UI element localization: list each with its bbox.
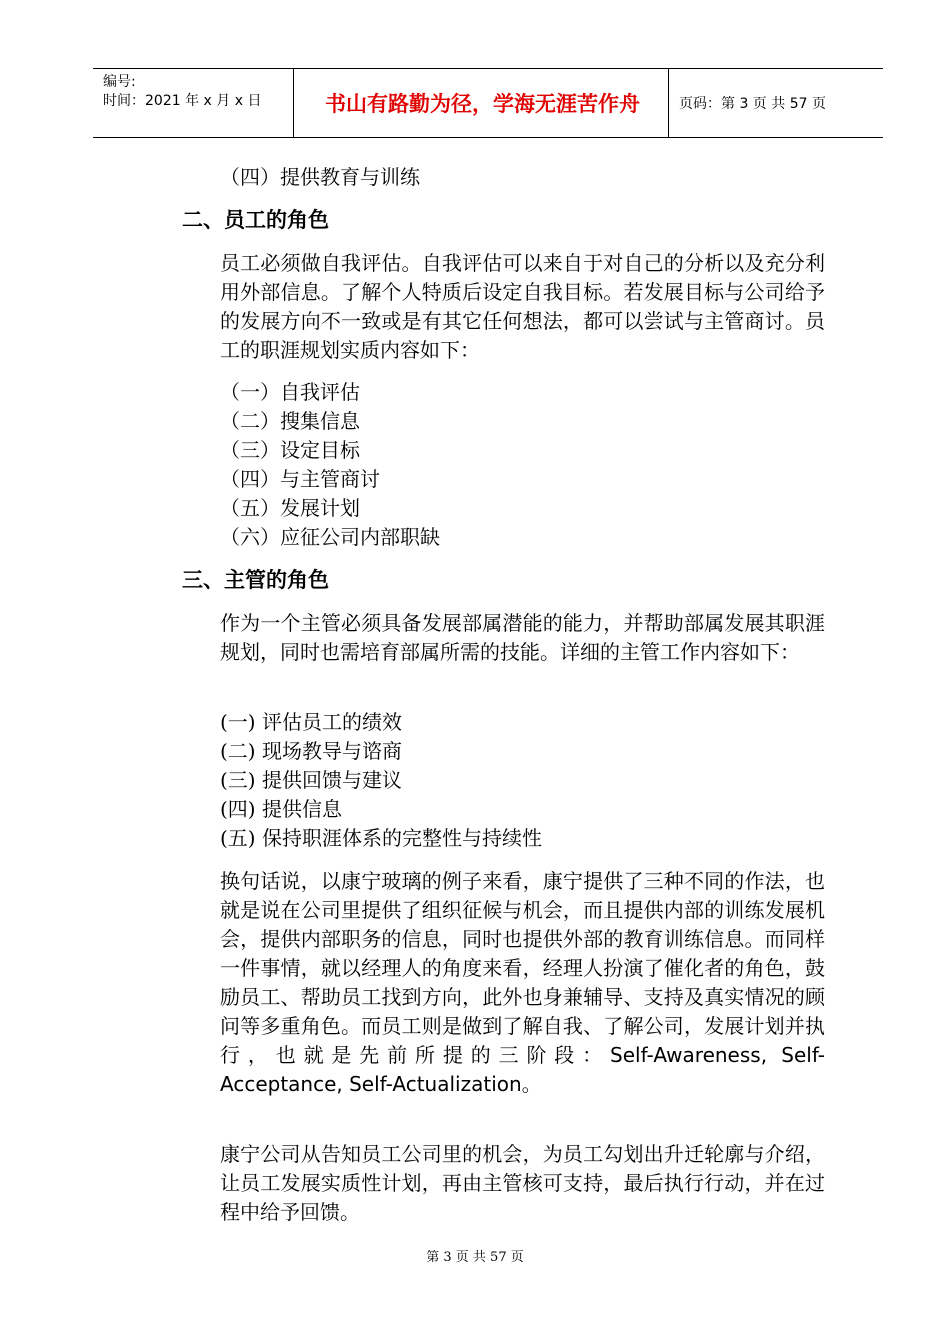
paragraph [220,867,825,1099]
list-item: （四）与主管商讨 [220,467,380,491]
header-meta [103,73,261,111]
paragraph [220,249,825,365]
header-motto: 书山有路勤为径，学海无涯苦作舟 [325,91,640,116]
list-item: (一) 评估员工的绩效 [220,710,402,734]
list-item: （一）自我评估 [220,380,360,404]
list-item: (二) 现场教导与谘商 [220,739,402,763]
document-number-label: 编号: [103,74,136,90]
paragraph-text [220,867,825,1099]
list-item: （五）发展计划 [220,496,360,520]
paragraph-text: 员工必须做自我评估。自我评估可以来自于对自己的分析以及充分利用外部信息。了解个人特质后设定自我目标。若发展目标与公司给予的发展方向不一致或是有其它任何想法，都可以尝试与主管商讨。员工的职涯规划实质内容如下： [220,251,825,362]
section-heading: 二、员工的角色 [182,208,329,232]
paragraph [220,1140,825,1227]
page-footer: 第 3 页 共 57 页 [426,1250,524,1265]
list-item: （四）提供教育与训练 [220,165,420,189]
document-time: 时间：2021 年 x 月 x 日 [103,93,262,109]
header-page-info: 页码：第 3 页 共 57 页 [679,96,826,112]
list-item: （六）应征公司内部职缺 [220,525,440,549]
paragraph-text-main: 换句话说，以康宁玻璃的例子来看，康宁提供了三种不同的作法，也就是说在公司里提供了组织征候与机会，而且提供内部的训练发展机会，提供内部职务的信息，同时也提供外部的教育训练信息。而同样一件事情，就以经理人的角度来看，经理人扮演了催化者的角色，鼓励员工、帮助员工找到方向，此外也身兼辅导、支持及真实情况的顾问等多重角色。而员工则是做到了解自我、了解公司，发展计划并执行，也就是先前所提的三阶段： [220,869,825,1067]
section-heading: 三、主管的角色 [182,568,329,592]
paragraph [220,609,825,667]
list-item: (四) 提供信息 [220,797,342,821]
list-item: （三）设定目标 [220,438,360,462]
list-item: (三) 提供回馈与建议 [220,768,402,792]
list-item: (五) 保持职涯体系的完整性与持续性 [220,826,542,850]
paragraph-text: 作为一个主管必须具备发展部属潜能的能力，并帮助部属发展其职涯规划，同时也需培育部属所需的技能。详细的主管工作内容如下： [220,611,825,664]
list-item: （二）搜集信息 [220,409,360,433]
paragraph-text-tail: Self-Awareness, Self-Acceptance, Self-Actualization。 [220,1043,825,1096]
paragraph-text: 康宁公司从告知员工公司里的机会，为员工勾划出升迁轮廓与介绍，让员工发展实质性计划，再由主管核可支持，最后执行行动，并在过程中给予回馈。 [220,1142,825,1224]
header-divider [293,69,294,137]
page-header [93,68,883,138]
